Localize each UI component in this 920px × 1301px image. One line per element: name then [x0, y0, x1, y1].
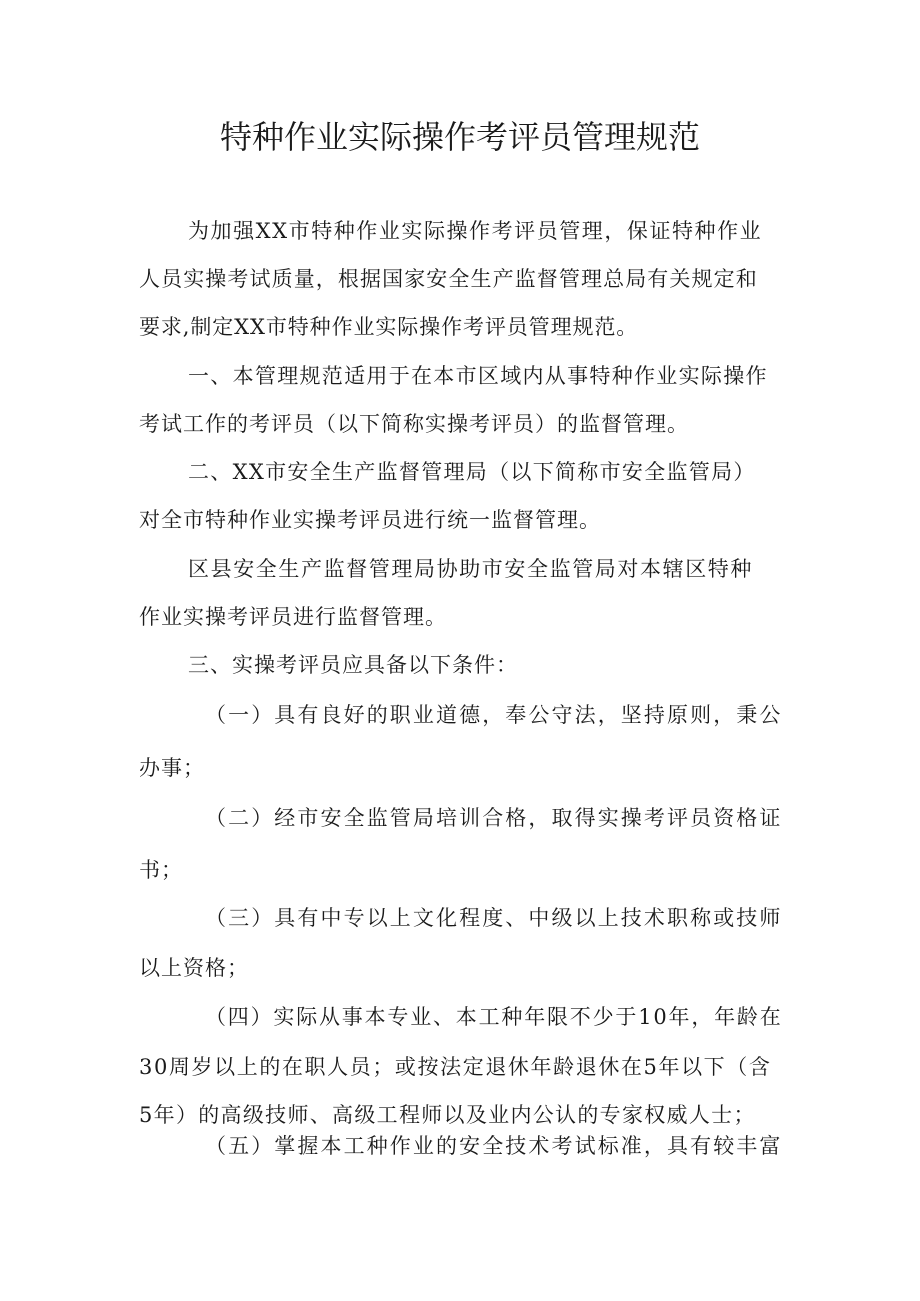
paragraph-line: 考试工作的考评员（以下简称实操考评员）的监督管理。: [139, 412, 689, 436]
paragraph-line: （五）掌握本工种作业的安全技术考试标准，具有较丰富: [205, 1134, 783, 1158]
document-title: 特种作业实际操作考评员管理规范: [219, 118, 700, 156]
paragraph-line: 为加强XX市特种作业实际操作考评员管理，保证特种作业: [188, 219, 763, 243]
paragraph-line: （二）经市安全监管局培训合格，取得实操考评员资格证: [205, 806, 783, 830]
paragraph-line: 一、本管理规范适用于在本市区域内从事特种作业实际操作: [188, 364, 768, 388]
paragraph-line: （一）具有良好的职业道德，奉公守法，坚持原则，秉公: [205, 703, 783, 727]
paragraph-line: 以上资格；: [139, 956, 249, 980]
paragraph-line: 要求,制定XX市特种作业实际操作考评员管理规范。: [139, 315, 639, 339]
paragraph-line: 三、实操考评员应具备以下条件：: [188, 653, 518, 677]
paragraph-line: 二、XX市安全生产监督管理局（以下简称市安全监管局）: [188, 460, 756, 484]
paragraph-line: 30周岁以上的在职人员；或按法定退休年龄退休在5年以下（含: [139, 1055, 772, 1079]
paragraph-line: 对全市特种作业实操考评员进行统一监督管理。: [139, 508, 601, 532]
paragraph-line: 5年）的高级技师、高级工程师以及业内公认的专家权威人士；: [139, 1103, 756, 1127]
paragraph-line: 作业实操考评员进行监督管理。: [139, 605, 447, 629]
paragraph-line: 办事；: [139, 756, 205, 780]
paragraph-line: 区县安全生产监督管理局协助市安全监管局对本辖区特种: [188, 557, 753, 581]
paragraph-line: 人员实操考试质量，根据国家安全生产监督管理总局有关规定和: [139, 267, 758, 291]
paragraph-line: （四）实际从事本专业、本工种年限不少于10年，年龄在: [205, 1005, 783, 1029]
paragraph-line: （三）具有中专以上文化程度、中级以上技术职称或技师: [205, 906, 783, 930]
paragraph-line: 书；: [139, 858, 183, 882]
